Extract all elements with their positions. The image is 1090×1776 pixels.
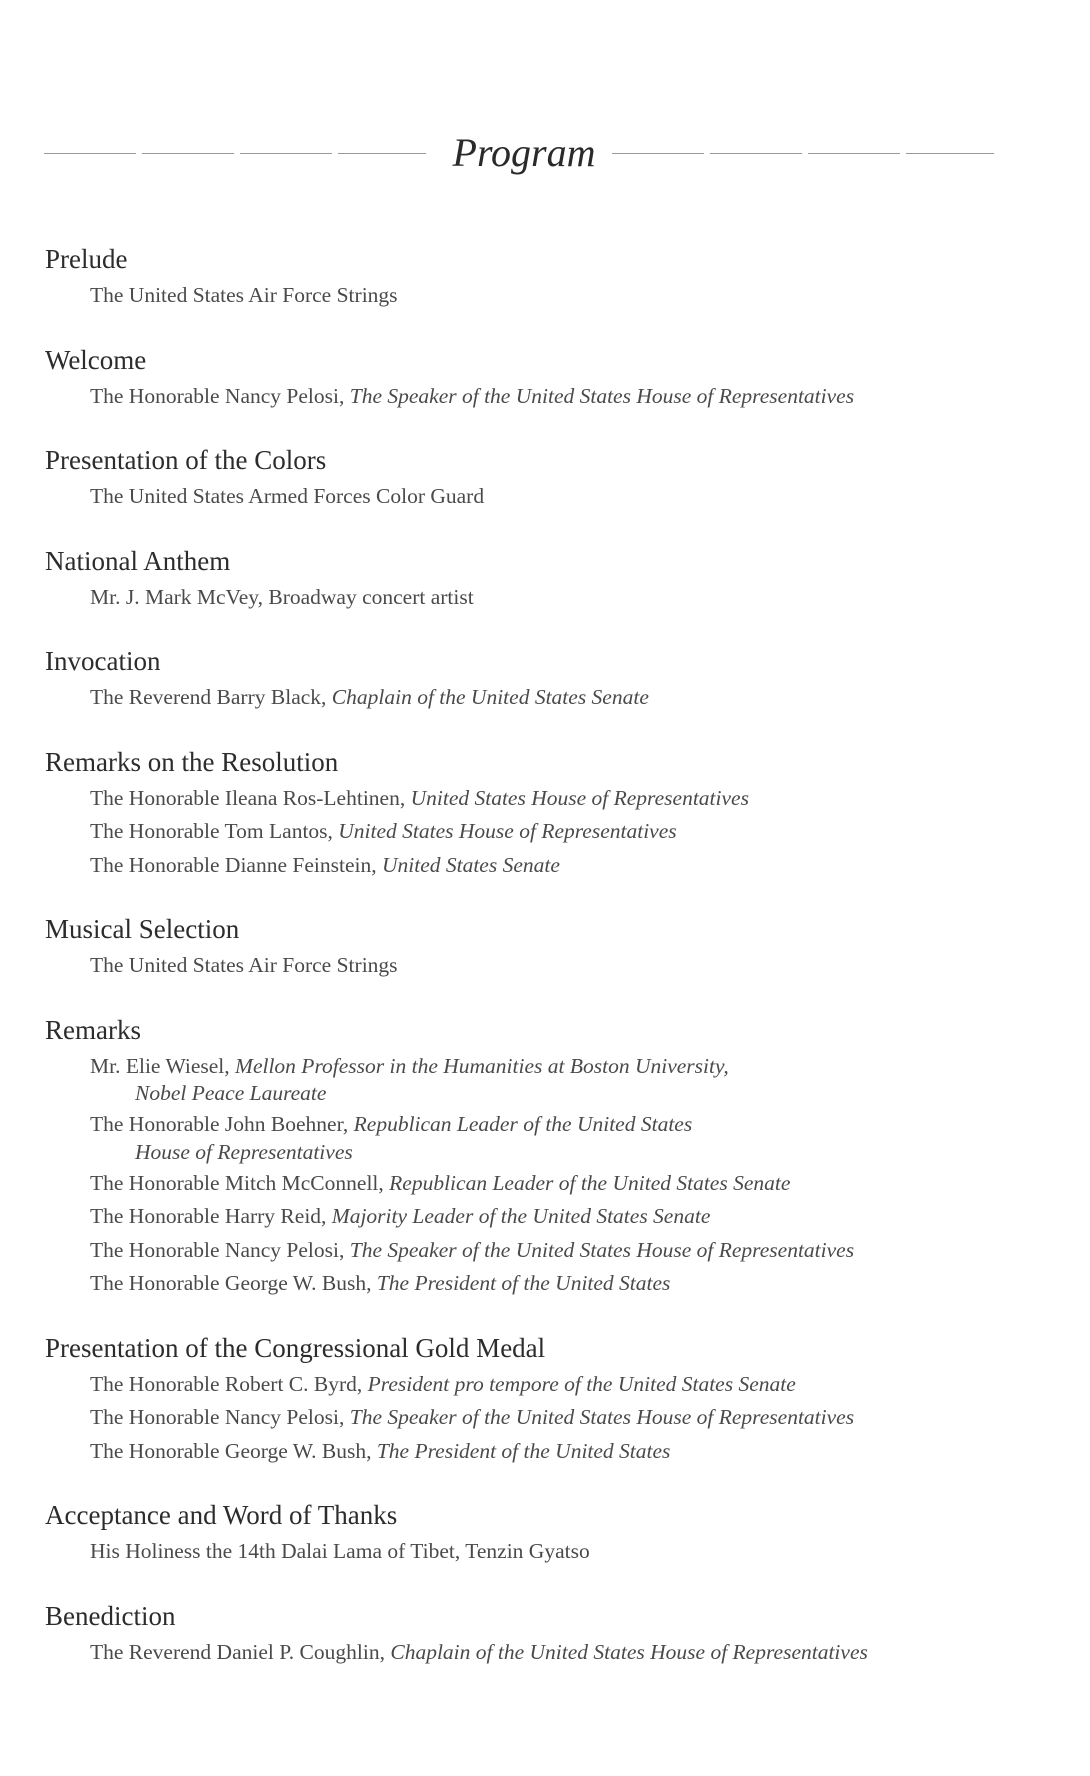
program-section [45, 343, 1045, 414]
section-heading: Acceptance and Word of Thanks [45, 1500, 398, 1530]
entry-title: Chaplain of the United States Senate [331, 685, 649, 709]
program-section [45, 1498, 1045, 1569]
header-rule-left [44, 153, 426, 154]
entry-name: Mr. Elie Wiesel, [90, 1053, 230, 1078]
program-section [45, 912, 1045, 983]
section-heading: Remarks [45, 1014, 141, 1045]
section-heading: Musical Selection [45, 914, 240, 944]
program-entry [90, 1435, 1045, 1469]
entry-name: The Honorable Mitch McConnell, [90, 1170, 384, 1195]
entry-name: The Honorable Harry Reid, [90, 1204, 327, 1228]
entry-name: The Reverend Barry Black, [90, 685, 327, 709]
page-title: Program [452, 130, 596, 175]
entry-name: The Reverend Daniel P. Coughlin, [90, 1639, 385, 1664]
entry-title: Mellon Professor in the Humanities at Boston University, [235, 1053, 729, 1078]
entry-name: The Honorable Ileana Ros-Lehtinen, [90, 785, 406, 810]
program-entry [90, 782, 1045, 816]
entry-title: The Speaker of the United States House of Representatives [349, 1405, 855, 1429]
program-section [45, 745, 1045, 883]
entry-title: Republican Leader of the United States [353, 1112, 693, 1136]
section-heading: Presentation of the Colors [45, 445, 327, 475]
entry-title: United States Senate [381, 852, 560, 877]
program-entry [90, 581, 1045, 615]
program-entry [90, 1108, 1045, 1167]
header-rule-right [612, 153, 994, 154]
entry-name: The Honorable Nancy Pelosi, [90, 1405, 345, 1429]
entry-title: Chaplain of the United States House of Representatives [390, 1639, 868, 1664]
program-list [45, 242, 1045, 1699]
section-heading: Remarks on the Resolution [45, 746, 339, 777]
entry-name: The Honorable George W. Bush, [90, 1438, 372, 1463]
program-entry [90, 1167, 1045, 1201]
entry-title-continuation: Nobel Peace Laureate [135, 1081, 327, 1105]
program-entry [90, 279, 1045, 313]
entry-name: His Holiness the 14th Dalai Lama of Tibet, Tenzin Gyatso [90, 1539, 590, 1563]
entry-name: The United States Air Force Strings [90, 283, 398, 307]
entry-name: The United States Armed Forces Color Guard [90, 484, 485, 508]
entry-name: The Honorable George W. Bush, [90, 1271, 372, 1295]
program-section [45, 644, 1045, 715]
program-entry [90, 1200, 1045, 1234]
entry-name: The Honorable Robert C. Byrd, [90, 1371, 363, 1396]
entry-title: United States House of Representatives [338, 819, 677, 843]
program-section [45, 1331, 1045, 1469]
entry-title-continuation: House of Representatives [135, 1139, 353, 1164]
entry-title: Republican Leader of the United States Senate [389, 1170, 791, 1195]
entry-name: The Honorable Tom Lantos, [90, 819, 333, 843]
section-heading: Benediction [45, 1600, 176, 1631]
program-entry [90, 1267, 1045, 1301]
section-heading: Invocation [45, 646, 161, 676]
program-section [45, 443, 1045, 514]
program-entry [90, 1234, 1045, 1268]
entry-name: Mr. J. Mark McVey, Broadway concert artist [90, 584, 474, 609]
section-heading: Welcome [45, 344, 147, 375]
program-entry [90, 815, 1045, 849]
entry-name: The Honorable John Boehner, [90, 1112, 349, 1136]
program-entry [90, 681, 1045, 715]
entry-title: Majority Leader of the United States Senate [331, 1204, 711, 1228]
program-section [45, 1599, 1045, 1670]
program-section [45, 242, 1045, 313]
program-entry [90, 949, 1045, 983]
entry-name: The Honorable Nancy Pelosi, [90, 383, 345, 408]
program-section [45, 1013, 1045, 1301]
program-entry [90, 1050, 1045, 1109]
entry-title: The President of the United States [376, 1271, 671, 1295]
entry-title: President pro tempore of the United States Senate [367, 1371, 796, 1396]
entry-title: The Speaker of the United States House of Representatives [349, 1237, 855, 1262]
section-heading: National Anthem [45, 545, 231, 576]
section-heading: Presentation of the Congressional Gold Medal [45, 1332, 546, 1363]
entry-name: The Honorable Nancy Pelosi, [90, 1237, 345, 1262]
entry-title: The Speaker of the United States House of Representatives [349, 383, 855, 408]
program-header [44, 128, 994, 180]
entry-name: The Honorable Dianne Feinstein, [90, 852, 377, 877]
entry-title: United States House of Representatives [410, 785, 749, 810]
section-heading: Prelude [45, 244, 128, 274]
program-entry [90, 1368, 1045, 1402]
entry-name: The United States Air Force Strings [90, 953, 398, 977]
program-entry [90, 480, 1045, 514]
program-entry [90, 1636, 1045, 1670]
program-entry [90, 380, 1045, 414]
program-entry [90, 1535, 1045, 1569]
entry-title: The President of the United States [376, 1438, 671, 1463]
program-entry [90, 849, 1045, 883]
program-entry [90, 1401, 1045, 1435]
program-section [45, 544, 1045, 615]
